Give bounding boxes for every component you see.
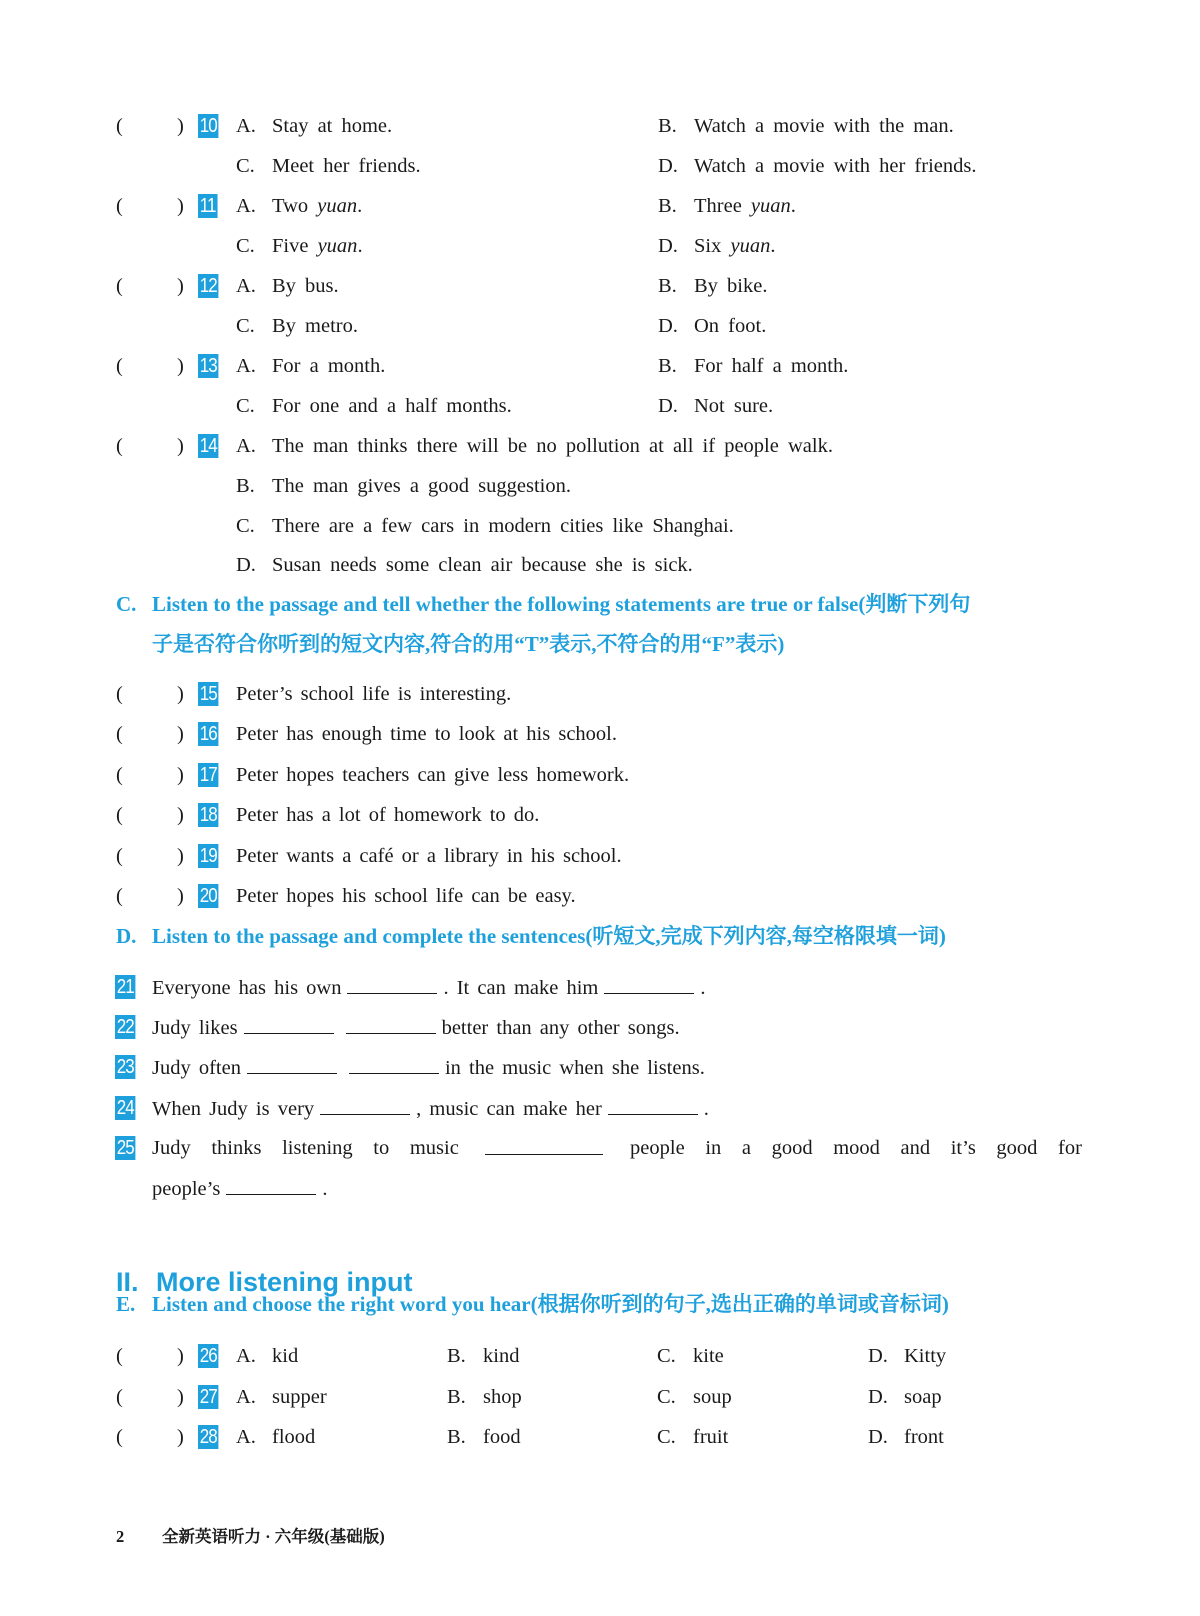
option-letter: C. <box>657 1426 676 1448</box>
sentence-word: a <box>741 1137 751 1159</box>
answer-paren-close: ) <box>177 885 184 907</box>
answer-paren-open: ( <box>116 275 123 297</box>
option-text: By metro. <box>272 315 358 337</box>
sentence-word: it’s <box>950 1137 976 1159</box>
question-number-badge: 28 <box>199 1426 217 1448</box>
section-label: E. <box>116 1292 136 1316</box>
option-letter: D. <box>236 554 256 576</box>
period: . <box>790 195 796 217</box>
option-letter: D. <box>658 155 678 177</box>
section-instruction: Listen to the passage and complete the sentences(听短文,完成下列内容,每空格限填一词) <box>152 924 946 948</box>
statement-text: Peter has a lot of homework to do. <box>236 804 540 826</box>
option-letter: A. <box>236 355 256 377</box>
question-number-badge: 21 <box>116 976 134 998</box>
option-d <box>868 1336 946 1376</box>
option-text: Watch a movie with the man. <box>694 115 954 137</box>
answer-paren-close: ) <box>177 1345 184 1367</box>
option-text: supper <box>272 1386 327 1408</box>
option-text: Two <box>272 195 309 217</box>
answer-paren-open: ( <box>116 723 123 745</box>
answer-blank[interactable] <box>346 1007 436 1034</box>
answer-blank[interactable] <box>604 967 694 994</box>
option-text: Susan needs some clean air because she is sick. <box>272 554 693 576</box>
sentence <box>152 1128 1082 1168</box>
answer-paren-close: ) <box>177 804 184 826</box>
question-number-badge: 23 <box>116 1056 134 1078</box>
option-letter: D. <box>868 1386 888 1408</box>
option-letter: C. <box>236 315 255 337</box>
sentence-word: to <box>373 1137 390 1159</box>
option-b <box>658 186 796 226</box>
sentence <box>152 1047 705 1088</box>
sentence-word: listening <box>282 1137 353 1159</box>
option-letter: A. <box>236 1345 256 1367</box>
option-text: Five <box>272 235 309 257</box>
period: . <box>770 235 776 257</box>
sentence-word: and <box>900 1137 931 1159</box>
option-letter: D. <box>658 315 678 337</box>
option-letter: C. <box>236 395 255 417</box>
section-e-heading <box>116 1284 949 1324</box>
answer-paren-open: ( <box>116 845 123 867</box>
section-instruction: Listen and choose the right word you hear(根据你听到的句子,选出正确的单词或音标词) <box>152 1292 949 1316</box>
option-letter: D. <box>868 1345 888 1367</box>
option-c <box>657 1377 732 1417</box>
option-letter: D. <box>658 395 678 417</box>
option-c <box>236 226 363 266</box>
option-c <box>236 146 421 186</box>
question-number-badge: 19 <box>199 845 217 867</box>
sentence-part: . <box>322 1178 328 1200</box>
option-text: For half a month. <box>694 355 849 377</box>
option-letter: B. <box>658 355 677 377</box>
section-instruction: Listen to the passage and tell whether the following statements are true or false(判断下列句 <box>152 592 971 616</box>
answer-paren-open: ( <box>116 1386 123 1408</box>
question-number-badge: 13 <box>199 355 217 377</box>
option-a <box>236 346 385 386</box>
question-number-badge: 14 <box>199 435 217 457</box>
option-italic: yuan <box>730 235 771 257</box>
option-b <box>447 1417 521 1457</box>
answer-paren-open: ( <box>116 195 123 217</box>
option-text: Kitty <box>904 1345 947 1367</box>
section-c-heading <box>116 584 970 624</box>
option-a <box>236 426 833 466</box>
option-c <box>657 1417 728 1457</box>
option-b <box>447 1377 522 1417</box>
part-title: More listening input <box>156 1267 413 1297</box>
sentence-word: good <box>996 1137 1038 1159</box>
answer-blank[interactable] <box>320 1088 410 1115</box>
sentence-part: Judy likes <box>152 1017 238 1039</box>
option-text: front <box>904 1426 944 1448</box>
answer-paren-open: ( <box>116 1426 123 1448</box>
option-letter: C. <box>236 235 255 257</box>
sentence-word: thinks <box>211 1137 262 1159</box>
sentence-part: Judy often <box>152 1057 241 1079</box>
option-text: Watch a movie with her friends. <box>694 155 977 177</box>
option-d <box>236 545 693 585</box>
sentence-part: Everyone has his own <box>152 977 342 999</box>
option-a <box>236 1377 327 1417</box>
question-number-badge: 24 <box>116 1097 134 1119</box>
option-b <box>658 106 954 146</box>
sentence-word: good <box>771 1137 813 1159</box>
statement-text: Peter hopes his school life can be easy. <box>236 885 576 907</box>
option-text: flood <box>272 1426 316 1448</box>
answer-paren-close: ) <box>177 355 184 377</box>
question-number-badge: 16 <box>199 723 217 745</box>
option-c <box>236 386 512 426</box>
option-italic: yuan <box>317 235 358 257</box>
option-letter: B. <box>447 1345 466 1367</box>
option-text: On foot. <box>694 315 767 337</box>
option-letter: B. <box>658 275 677 297</box>
section-label: D. <box>116 924 137 948</box>
option-text: Six <box>694 235 722 257</box>
option-text: kid <box>272 1345 299 1367</box>
option-text: There are a few cars in modern cities like Shanghai. <box>272 515 734 537</box>
answer-paren-open: ( <box>116 115 123 137</box>
option-a <box>236 186 362 226</box>
answer-paren-close: ) <box>177 683 184 705</box>
sentence-part: , music can make her <box>416 1098 602 1120</box>
option-letter: A. <box>236 115 256 137</box>
option-text: Stay at home. <box>272 115 393 137</box>
section-c-heading-cont <box>152 624 784 664</box>
section-label: C. <box>116 592 137 616</box>
option-letter: B. <box>447 1386 466 1408</box>
option-c <box>236 506 734 546</box>
answer-blank[interactable] <box>226 1168 316 1195</box>
answer-paren-open: ( <box>116 435 123 457</box>
option-italic: yuan <box>750 195 791 217</box>
book-title: 全新英语听力 · 六年级(基础版) <box>162 1527 385 1546</box>
statement-text: Peter hopes teachers can give less homework. <box>236 764 630 786</box>
option-text: For one and a half months. <box>272 395 512 417</box>
answer-paren-open: ( <box>116 804 123 826</box>
option-text: soup <box>693 1386 732 1408</box>
option-letter: D. <box>658 235 678 257</box>
option-letter: C. <box>657 1345 676 1367</box>
option-letter: B. <box>236 475 255 497</box>
section-d-heading <box>116 916 946 956</box>
option-text: By bike. <box>694 275 768 297</box>
option-text: Meet her friends. <box>272 155 421 177</box>
answer-paren-close: ) <box>177 1386 184 1408</box>
answer-blank[interactable] <box>244 1007 334 1034</box>
option-c <box>236 306 358 346</box>
answer-paren-close: ) <box>177 764 184 786</box>
option-text: fruit <box>693 1426 729 1448</box>
option-text: The man thinks there will be no pollution at all if people walk. <box>272 435 833 457</box>
option-text: The man gives a good suggestion. <box>272 475 571 497</box>
answer-paren-close: ) <box>177 195 184 217</box>
option-letter: B. <box>658 115 677 137</box>
sentence-cont <box>152 1168 327 1209</box>
option-letter: C. <box>236 515 255 537</box>
option-b <box>658 266 767 306</box>
sentence <box>152 1088 709 1129</box>
sentence-part: better than any other songs. <box>441 1017 680 1039</box>
option-d <box>658 146 977 186</box>
option-text: By bus. <box>272 275 339 297</box>
sentence <box>152 1007 680 1048</box>
answer-paren-open: ( <box>116 885 123 907</box>
answer-paren-open: ( <box>116 683 123 705</box>
option-letter: A. <box>236 1386 256 1408</box>
question-number-badge: 18 <box>199 804 217 826</box>
option-b <box>447 1336 519 1376</box>
option-letter: A. <box>236 435 256 457</box>
page-footer <box>116 1525 385 1549</box>
sentence-word: people <box>630 1137 685 1159</box>
sentence-word: Judy <box>152 1137 191 1159</box>
option-d <box>868 1417 944 1457</box>
sentence-part: people’s <box>152 1178 221 1200</box>
period: . <box>357 235 363 257</box>
answer-paren-open: ( <box>116 1345 123 1367</box>
option-text: kite <box>693 1345 724 1367</box>
option-c <box>657 1336 724 1376</box>
page-number: 2 <box>116 1527 125 1546</box>
option-letter: C. <box>657 1386 676 1408</box>
question-number-badge: 20 <box>199 885 217 907</box>
option-d <box>868 1377 942 1417</box>
sentence-part: . <box>700 977 706 999</box>
answer-blank[interactable] <box>349 1047 439 1074</box>
statement-text: Peter’s school life is interesting. <box>236 683 512 705</box>
answer-paren-open: ( <box>116 764 123 786</box>
question-number-badge: 12 <box>199 275 217 297</box>
option-b <box>236 466 571 506</box>
sentence-word: in <box>705 1137 722 1159</box>
answer-blank[interactable] <box>485 1128 603 1155</box>
option-text: kind <box>483 1345 520 1367</box>
fill-in-25 <box>0 1128 1200 1168</box>
question-number-badge: 22 <box>116 1016 134 1038</box>
option-letter: B. <box>447 1426 466 1448</box>
sentence-word: mood <box>833 1137 880 1159</box>
answer-paren-close: ) <box>177 275 184 297</box>
question-number-badge: 25 <box>116 1137 134 1159</box>
question-number-badge: 17 <box>199 764 217 786</box>
option-a <box>236 106 392 146</box>
question-number-badge: 10 <box>199 115 217 137</box>
answer-paren-close: ) <box>177 1426 184 1448</box>
option-letter: D. <box>868 1426 888 1448</box>
period: . <box>357 195 363 217</box>
answer-paren-close: ) <box>177 845 184 867</box>
sentence-word: music <box>409 1137 459 1159</box>
option-italic: yuan <box>317 195 358 217</box>
option-d <box>658 386 773 426</box>
statement-text: Peter wants a café or a library in his school. <box>236 845 622 867</box>
option-text: For a month. <box>272 355 386 377</box>
option-text: shop <box>483 1386 522 1408</box>
question-number-badge: 15 <box>199 683 217 705</box>
sentence-part: . It can make him <box>443 977 599 999</box>
option-letter: A. <box>236 275 256 297</box>
option-a <box>236 1336 298 1376</box>
sentence-part: . <box>703 1098 709 1120</box>
option-text: food <box>483 1426 521 1448</box>
part-number: II. <box>116 1267 139 1297</box>
option-letter: B. <box>658 195 677 217</box>
answer-paren-close: ) <box>177 723 184 745</box>
question-number-badge: 27 <box>199 1386 217 1408</box>
answer-paren-close: ) <box>177 435 184 457</box>
statement-text: Peter has enough time to look at his school. <box>236 723 617 745</box>
sentence-word: for <box>1058 1137 1082 1159</box>
option-text: soap <box>904 1386 942 1408</box>
section-instruction-cont: 子是否符合你听到的短文内容,符合的用“T”表示,不符合的用“F”表示) <box>152 632 785 656</box>
answer-blank[interactable] <box>347 967 437 994</box>
option-letter: C. <box>236 155 255 177</box>
option-letter: A. <box>236 195 256 217</box>
option-b <box>658 346 848 386</box>
option-text: Not sure. <box>694 395 774 417</box>
option-a <box>236 1417 315 1457</box>
sentence <box>152 967 706 1008</box>
answer-paren-close: ) <box>177 115 184 137</box>
answer-blank[interactable] <box>608 1088 698 1115</box>
option-text: Three <box>694 195 742 217</box>
option-letter: A. <box>236 1426 256 1448</box>
sentence-part: When Judy is very <box>152 1098 315 1120</box>
option-a <box>236 266 339 306</box>
sentence-part: in the music when she listens. <box>444 1057 705 1079</box>
question-number-badge: 26 <box>199 1345 217 1367</box>
option-d <box>658 226 775 266</box>
answer-blank[interactable] <box>247 1047 337 1074</box>
answer-paren-open: ( <box>116 355 123 377</box>
option-d <box>658 306 766 346</box>
question-number-badge: 11 <box>199 195 216 217</box>
